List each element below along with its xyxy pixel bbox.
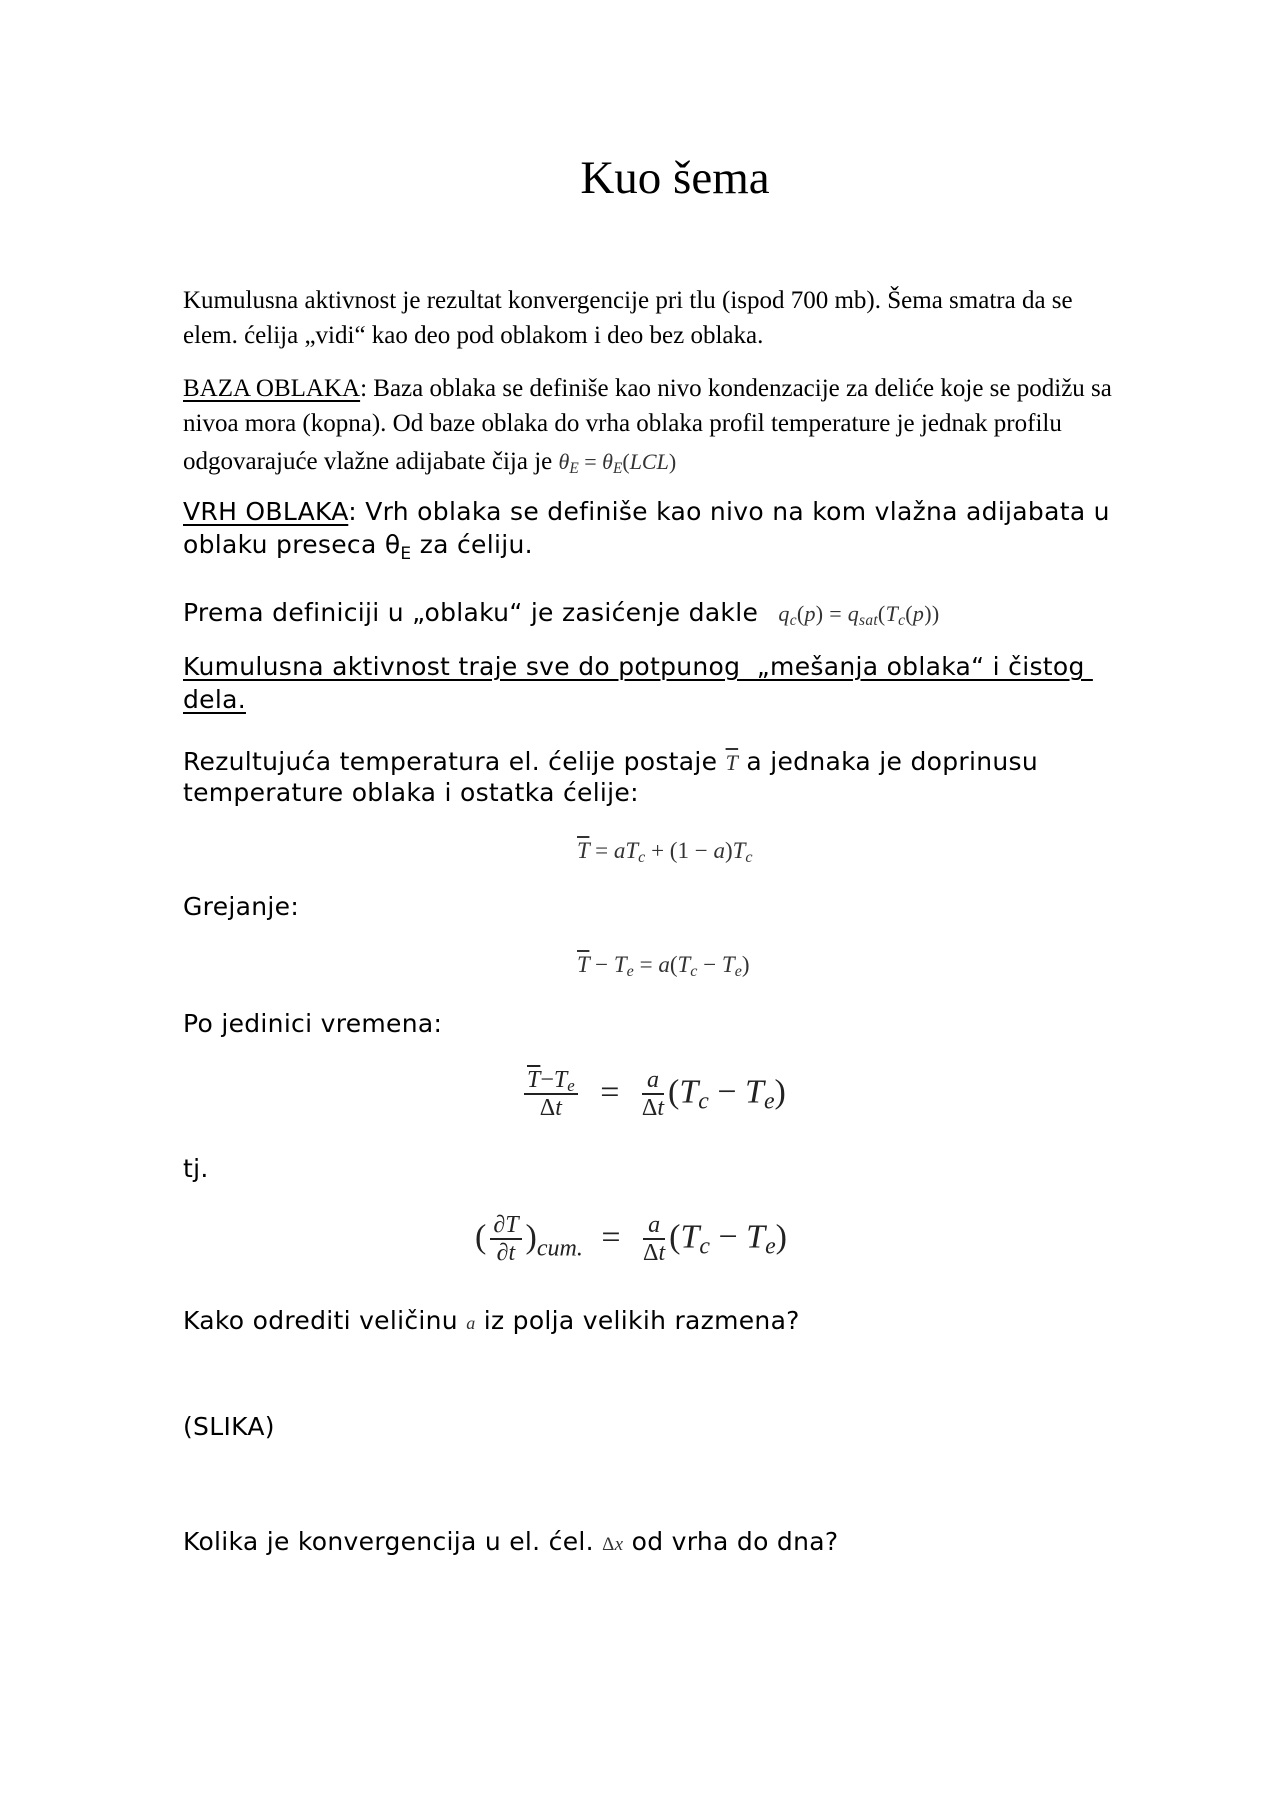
kolika-paragraph — [183, 1525, 1163, 1561]
t-bar-symbol: $\overline{T}$ — [725, 750, 739, 775]
vrh-label: VRH OBLAKA — [183, 497, 349, 526]
baza-paragraph — [183, 371, 1163, 479]
kumulusna-paragraph — [183, 650, 1163, 716]
rezultujuca-line-1 — [183, 747, 1163, 778]
vrh-text-1: : Vrh oblaka se definiše kao nivo na kom vlažna adijabata u — [348, 497, 1110, 526]
vrh-text-2-end: za ćeliju. — [411, 530, 533, 559]
heating-equation: $\overline{T} - T_e = a(T_c - T_e)$ — [577, 952, 750, 981]
intro-paragraph — [183, 283, 1163, 353]
theta-e-equation: $\theta_E = \theta_E(LCL)$ — [558, 449, 677, 477]
kolika-text-end: od vrha do dna? — [623, 1527, 839, 1556]
vrh-paragraph — [183, 495, 1163, 571]
page-title: Kuo šema — [580, 152, 770, 204]
slika-placeholder: (SLIKA) — [183, 1412, 275, 1441]
baza-text-1: : Baza oblaka se definiše kao nivo kondenzacije za deliće koje se podižu sa — [360, 375, 1112, 402]
intro-line-1: Kumulusna aktivnost je rezultat konvergencije pri tlu (ispod 700 mb). Šema smatra da se — [183, 287, 1073, 314]
grejanje-label: Grejanje: — [183, 892, 300, 921]
rezultujuca-text-1: Rezultujuća temperatura el. ćelije postaje — [183, 747, 718, 776]
baza-line-3 — [183, 444, 1163, 479]
cumulus-tendency-equation: ( $\frac{\partial T}{\partial t}$ )$_{cum.}$ = $\frac{a}{\Delta t}$ $(T_c - T_e)$ — [475, 1212, 787, 1267]
prema-paragraph — [183, 596, 1163, 630]
baza-line-2: nivoa mora (kopna). Od baze oblaka do vrha oblaka profil temperature je jednak profilu — [183, 410, 1062, 437]
rate-equation: $\frac{\overline{T}-T_e}{\Delta t}$ = $\frac{a}{\Delta t}$ $(T_c - T_e)$ — [520, 1068, 786, 1122]
kako-text: Kako odrediti veličinu — [183, 1306, 458, 1335]
kumulusna-line-2: dela. — [183, 685, 246, 714]
prema-text: Prema definiciji u „oblaku“ je zasićenje dakle — [183, 598, 759, 627]
baza-line-1 — [183, 371, 1163, 406]
vrh-subscript: E — [400, 544, 412, 564]
kolika-text: Kolika je konvergencija u el. ćel. — [183, 1527, 594, 1556]
po-jedinici-label: Po jedinici vremena: — [183, 1009, 443, 1038]
saturation-equation: $q_c(p) = q_{sat}(T_c(p))$ — [778, 601, 940, 629]
rezultujuca-text-1-end: a jednaka je doprinusu — [738, 747, 1038, 776]
kako-text-end: iz polja velikih razmena? — [475, 1306, 800, 1335]
rezultujuca-paragraph — [183, 747, 1163, 808]
a-symbol: a — [466, 1313, 476, 1333]
mixing-equation: $\overline{T} = aT_c + (1 - a)T_c$ — [577, 838, 753, 867]
kumulusna-line-1: Kumulusna aktivnost traje sve do potpunog „mešanja oblaka“ i čistog — [183, 652, 1093, 681]
kako-paragraph — [183, 1304, 1163, 1340]
vrh-text-2: oblaku preseca θ — [183, 530, 401, 559]
baza-label: BAZA OBLAKA — [183, 375, 361, 402]
vrh-line-1 — [183, 495, 1163, 528]
intro-line-2: elem. ćelija „vidi“ kao deo pod oblakom i deo bez oblaka. — [183, 322, 764, 349]
delta-x-symbol: Δx — [602, 1534, 624, 1555]
rezultujuca-line-2: temperature oblaka i ostatka ćelije: — [183, 778, 639, 807]
vrh-line-2 — [183, 528, 1163, 571]
baza-text-3: odgovarajuće vlažne adijabate čija je — [183, 448, 553, 475]
tj-label: tj. — [183, 1154, 209, 1183]
